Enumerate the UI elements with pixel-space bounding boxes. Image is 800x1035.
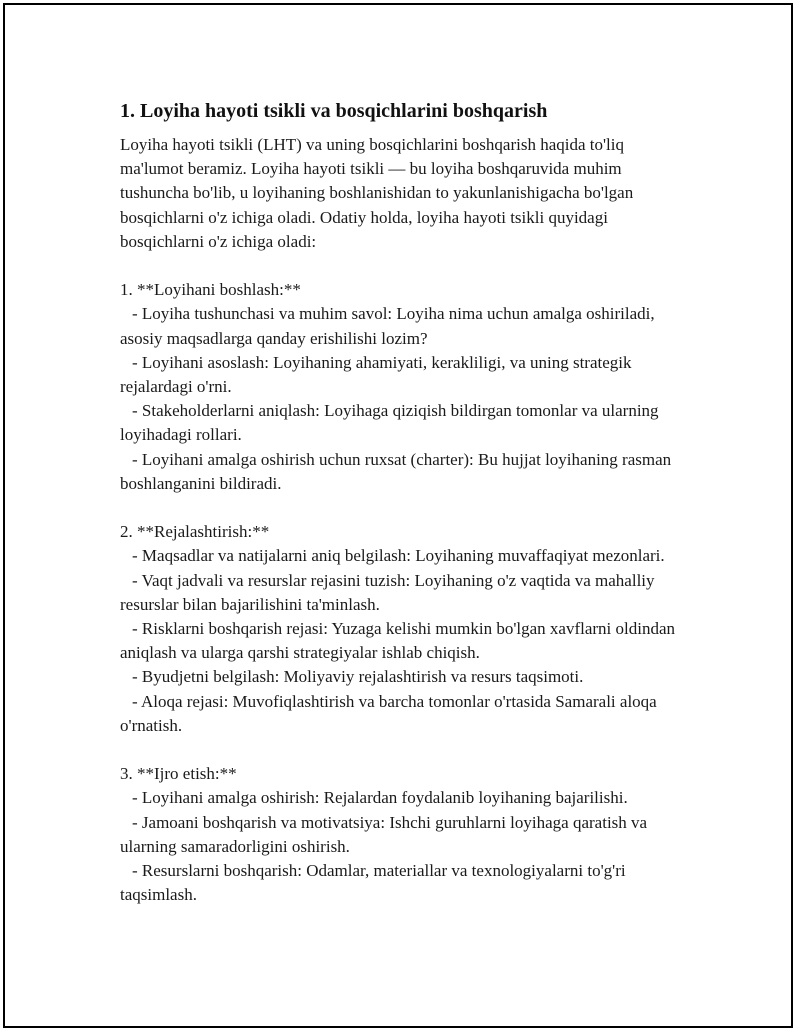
list-item-text: - Loyihani amalga oshirish uchun ruxsat (charter): Bu hujjat loyihaning rasman boshlanganini bildiradi. <box>120 449 672 493</box>
list-item-text: - Loyihani asoslash: Loyihaning ahamiyati, kerakliligi, va uning strategik rejalardagi o'rni. <box>120 352 632 397</box>
page-title: 1. Loyiha hayoti tsikli va bosqichlarini boshqarish <box>120 100 548 122</box>
list-item <box>120 811 690 859</box>
list-item-text: - Resurslarni boshqarish: Odamlar, materiallar va texnologiyalarni to'g'ri taqsimlash. <box>120 861 626 905</box>
list-item <box>120 448 690 496</box>
list-item-text: - Jamoani boshqarish va motivatsiya: Ishchi guruhlarni loyihaga qaratish va ularning samaradorligini oshirish. <box>120 812 648 856</box>
section-heading: 3. **Ijro etish:** <box>120 764 237 784</box>
section-heading: 2. **Rejalashtirish:** <box>120 522 270 542</box>
spacer <box>120 254 690 278</box>
list-item <box>120 302 690 350</box>
section-ijro-etish <box>120 762 690 907</box>
list-item <box>120 544 690 568</box>
list-item-text: - Loyihani amalga oshirish: Rejalardan foydalanib loyihaning bajarilishi. <box>132 788 628 808</box>
intro-paragraph: Loyiha hayoti tsikli (LHT) va uning bosqichlarini boshqarish haqida to'liq ma'lumot beramiz. Loyiha hayoti tsikli — bu loyiha boshqaruvida muhim tushuncha bo'lib, u loyihaning boshlanishidan to yakunlanishigacha bo'lgan bosqichlarni o'z ichiga oladi. Odatiy holda, loyiha hayoti tsikli quyidagi bosqichlarni o'z ichiga oladi: <box>120 135 634 251</box>
list-item <box>120 569 690 617</box>
list-item-text: - Aloqa rejasi: Muvofiqlashtirish va barcha tomonlar o'rtasida Samarali aloqa o'rnatish. <box>120 691 657 735</box>
list-item <box>120 859 690 907</box>
section-rejalashtirish <box>120 520 690 738</box>
list-item <box>120 617 690 665</box>
list-item-text: - Stakeholderlarni aniqlash: Loyihaga qiziqish bildirgan tomonlar va ularning loyihadagi rollari. <box>120 401 659 445</box>
list-item <box>120 399 690 447</box>
spacer <box>120 496 690 520</box>
section-loyihani-boshlash <box>120 278 690 496</box>
list-item <box>120 690 690 738</box>
spacer <box>120 738 690 762</box>
list-item-text: - Vaqt jadvali va resurslar rejasini tuzish: Loyihaning o'z vaqtida va mahalliy resurslar bilan bajarilishini ta'minlash. <box>120 570 655 614</box>
list-item <box>120 351 690 399</box>
list-item-text: - Byudjetni belgilash: Moliyaviy rejalashtirish va resurs taqsimoti. <box>132 667 584 687</box>
list-item-text: - Loyiha tushunchasi va muhim savol: Loyiha nima uchun amalga oshiriladi, asosiy maqsadlarga qanday erishilishi lozim? <box>120 304 655 348</box>
list-item-text: - Maqsadlar va natijalarni aniq belgilash: Loyihaning muvaffaqiyat mezonlari. <box>132 546 665 566</box>
section-heading: 1. **Loyihani boshlash:** <box>120 280 301 300</box>
document-page <box>3 3 793 1028</box>
list-item-text: - Risklarni boshqarish rejasi: Yuzaga kelishi mumkin bo'lgan xavflarni oldindan aniqlash va ularga qarshi strategiyalar ishlab chiqish. <box>120 619 676 663</box>
list-item <box>120 665 690 689</box>
list-item <box>120 786 690 810</box>
document-body <box>120 97 690 907</box>
